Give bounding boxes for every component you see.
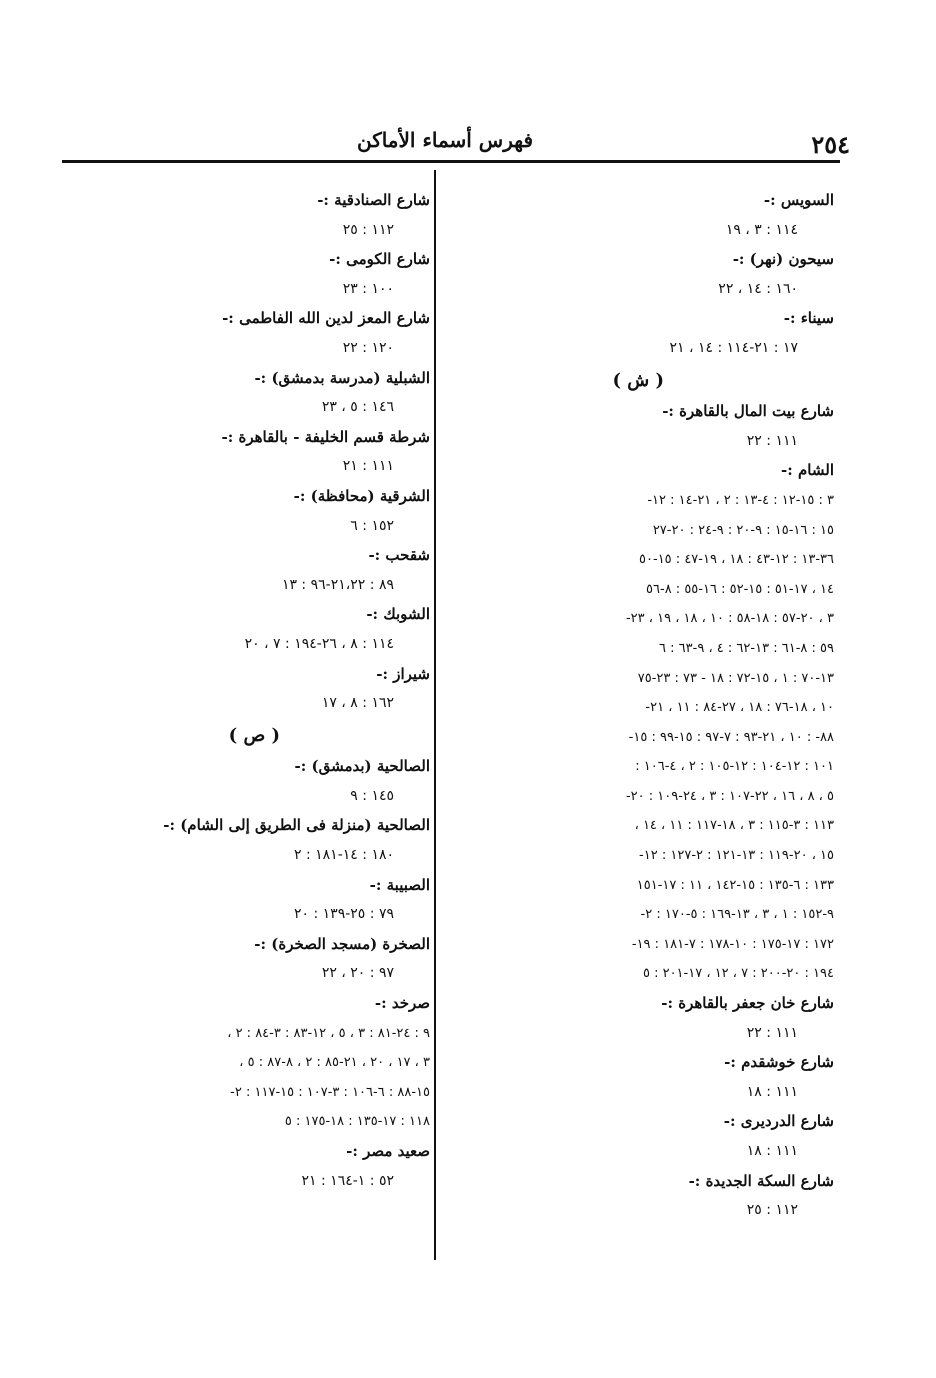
entry-page-refs: ١٤٦ : ٥ ، ٢٣ — [321, 399, 394, 416]
index-entry — [56, 423, 430, 482]
entry-title: صرخد :- — [374, 994, 430, 1013]
entry-title: شيراز :- — [376, 664, 430, 683]
entry-page-refs: ١١١ : ٢٢ — [746, 432, 798, 449]
entry-title: شارع خوشقدم :- — [724, 1053, 834, 1072]
index-entry — [56, 482, 430, 541]
entry-title: شارع المعز لدين الله الفاطمى :- — [222, 309, 430, 328]
entry-page-refs: ١١٢ : ٢٥ — [746, 1202, 798, 1219]
entry-page-refs: ١٠١ : ١٢-١٠٤ : ١٢-١٠٥ : ٢ ، ٤-١٠٦ : — [635, 759, 834, 775]
right-column — [462, 186, 834, 1226]
page-title: فهرس أسماء الأماكن — [356, 128, 534, 152]
entry-title: الصالحية (بدمشق) :- — [294, 757, 430, 776]
entry-title: الشبلية (مدرسة بدمشق) :- — [254, 368, 430, 387]
entry-title: شارع بيت المال بالقاهرة :- — [662, 402, 834, 421]
index-entry — [462, 989, 834, 1048]
entry-title: الشام :- — [781, 461, 834, 480]
entry-page-refs: ٧٩ : ٢٥-١٣٩ : ٢٠ — [293, 906, 394, 923]
index-entry — [462, 245, 834, 304]
entry-page-refs: ١٨٠ : ١٤-١٨١ : ٢ — [293, 847, 394, 864]
entry-page-refs: ١١١ : ٢١ — [342, 458, 394, 475]
page-number: ٢٥٤ — [811, 130, 850, 159]
index-entry — [56, 245, 430, 304]
index-entry — [56, 364, 430, 423]
entry-page-refs: ١٦٢ : ٨ ، ١٧ — [321, 695, 394, 712]
entry-title: الصبيبة :- — [369, 875, 430, 894]
entry-title: سيناء :- — [783, 309, 834, 328]
index-entry — [56, 989, 430, 1137]
index-entry — [462, 456, 834, 989]
entry-title: السويس :- — [763, 191, 834, 209]
index-entry — [462, 1167, 834, 1226]
entry-title: الشوبك :- — [366, 605, 430, 624]
index-entry — [56, 811, 430, 870]
entry-page-refs: ١٢٠ : ٢٢ — [342, 339, 394, 356]
entry-title: الشرقية (محافظة) :- — [293, 486, 430, 505]
entry-title: سيحون (نهر) :- — [732, 250, 834, 269]
entry-page-refs: ١١١ : ١٨ — [746, 1143, 798, 1159]
column-divider — [434, 170, 436, 1260]
index-entry — [56, 1137, 430, 1196]
right-entries-2 — [462, 397, 834, 1226]
index-entry — [462, 397, 834, 456]
entry-page-refs: ٣ ، ١٧ ، ٢٠ ، ٢١-٨٥ : ٢ ، ٨-٨٧ : ٥ ، — [239, 1055, 430, 1071]
entry-page-refs: ٥ ، ٨ ، ١٦ ، ٢٢-١٠٧ : ٣ ، ٢٤-١٠٩ : ٢٠- — [625, 788, 834, 804]
entry-page-refs: ١٥ : ١٦-١٥ : ٩-٢٠ : ٩-٢٤ : ٢٠-٢٧ — [652, 522, 834, 538]
entry-page-refs: ٨٩ : ٢١،٢٢-٩٦ : ١٣ — [281, 576, 394, 593]
entry-page-refs: ١٣-٧٠ : ١ ، ١٥-٧٢ : ١٨ - ٧٣ : ٢٣-٧٥ — [637, 670, 834, 686]
right-entries — [462, 186, 834, 364]
entry-page-refs: ١١٣ : ٣-١١٥ : ٣ ، ١٨-١١٧ : ١١ ، ١٤ ، — [634, 818, 834, 834]
entry-page-refs: ١١١ : ١٨ — [746, 1083, 798, 1100]
entry-page-refs: ١٠ ، ١٨-٧٦ : ١٨ ، ٢٧-٨٤ : ١١ ، ٢١- — [645, 700, 834, 716]
index-entry — [56, 541, 430, 600]
index-entry — [56, 930, 430, 989]
index-entry — [462, 304, 834, 363]
entry-title: شارع الصنادقية :- — [317, 191, 430, 209]
index-entry — [56, 600, 430, 659]
index-entry — [56, 304, 430, 363]
entry-page-refs: ٥٢ : ١-١٦٤ : ٢١ — [301, 1172, 394, 1189]
entry-title: شارع الكومى :- — [329, 250, 430, 269]
entry-page-refs: ١٦٠ : ١٤ ، ٢٢ — [718, 280, 798, 297]
entry-page-refs: ١٥-٨٨ : ٦-١٠٦ : ٣-١٠٧ : ١٥-١١٧ : ٢- — [230, 1084, 430, 1100]
entry-title: شقحب :- — [368, 546, 430, 565]
entry-page-refs: ١١٢ : ٢٥ — [342, 221, 394, 238]
index-entry — [462, 1048, 834, 1107]
entry-page-refs: ٥٩ : ٨-٦١ : ١٣-٦٢ : ٤ ، ٩-٦٣ : ٦ — [659, 640, 834, 656]
entry-page-refs: ١٥٢ : ٦ — [350, 517, 394, 534]
entry-title: شارع الدرديرى :- — [723, 1112, 834, 1131]
left-entries-2 — [56, 752, 430, 1196]
entry-title: الصالحية (منزلة فى الطريق إلى الشام) :- — [163, 816, 430, 835]
entry-page-refs: ١١٤ : ٨ ، ٢٦-١٩٤ : ٧ ، ٢٠ — [244, 635, 394, 652]
entry-page-refs: ١٩٤ : ٢٠-٢٠٠ : ٧ ، ١٢ ، ١٧-٢٠١ : ٥ — [642, 966, 834, 982]
index-entry — [462, 186, 834, 245]
entry-page-refs: ١١٨ : ١٧-١٣٥ : ١٨-١٧٥ : ٥ — [284, 1114, 430, 1130]
letter-heading-shin: ( ش ) — [612, 369, 664, 391]
entry-title: صعيد مصر :- — [346, 1142, 430, 1160]
left-column — [56, 186, 430, 1196]
entry-page-refs: ١٣٣ : ٦-١٣٥ : ١٥-١٤٢ ، ١١ : ١٧-١٥١ — [636, 877, 834, 893]
entry-title: الصخرة (مسجد الصخرة) :- — [254, 934, 430, 953]
entry-page-refs: ١١١ : ٢٢ — [746, 1024, 798, 1041]
index-entry — [56, 186, 430, 245]
header-rule — [62, 160, 840, 163]
entry-page-refs: ١١٤ : ٣ ، ١٩ — [725, 221, 798, 238]
entry-page-refs: ٣٦-١٣ : ١٢-٤٣ : ١٨ ، ١٩-٤٧ : ١٥-٥٠ — [639, 552, 834, 568]
entry-title: شارع السكة الجديدة :- — [688, 1171, 834, 1190]
entry-page-refs: ٩٧ : ٢٠ ، ٢٢ — [321, 965, 394, 982]
entry-page-refs: ١٤٥ : ٩ — [350, 787, 394, 804]
entry-title: شارع خان جعفر بالقاهرة :- — [661, 994, 834, 1013]
entry-page-refs: ٨٨- : ١٠ ، ٢١-٩٣ : ٧-٩٧ : ١٥-٩٩ : ١٥- — [628, 729, 834, 745]
entry-page-refs: ٣ ، ٢٠-٥٧ : ١٨-٥٨ : ١٠ ، ١٨ ، ١٩ ، ٢٣- — [625, 611, 834, 627]
entry-page-refs: ١٧٢ : ١٧-١٧٥ : ١٠-١٧٨ : ٧-١٨١ : ١٩- — [631, 936, 834, 952]
left-entries — [56, 186, 430, 719]
entry-title: شرطة قسم الخليفة - بالقاهرة :- — [221, 427, 430, 446]
entry-page-refs: ١٠٠ : ٢٣ — [342, 280, 394, 297]
index-entry — [56, 871, 430, 930]
entry-page-refs: ٩ : ٢٤-٨١ : ٣ ، ٥ ، ١٢-٨٣ : ٣-٨٤ : ٢ ، — [227, 1025, 430, 1041]
entry-page-refs: ١٥ ، ٢٠-١١٩ : ١٣-١٢١ : ٢-١٢٧ : ١٢- — [639, 848, 834, 864]
index-entry — [56, 752, 430, 811]
entry-page-refs: ٩-١٥٢ : ١ ، ٣ ، ١٣-١٦٩ : ٥-١٧٠ : ٢- — [640, 907, 834, 923]
index-entry — [462, 1107, 834, 1166]
entry-page-refs: ٣ : ١٥-١٢ : ٤-١٣ : ٢ ، ٢١-١٤ : ١٢- — [647, 492, 834, 508]
index-entry — [56, 660, 430, 719]
entry-page-refs: ١٧ : ٢١-١١٤ : ١٤ ، ٢١ — [669, 339, 798, 356]
letter-heading-sad: ( ص ) — [228, 724, 280, 746]
entry-page-refs: ١٤ ، ١٧-٥١ : ١٥-٥٢ : ١٦-٥٥ : ٨-٥٦ — [646, 581, 834, 597]
